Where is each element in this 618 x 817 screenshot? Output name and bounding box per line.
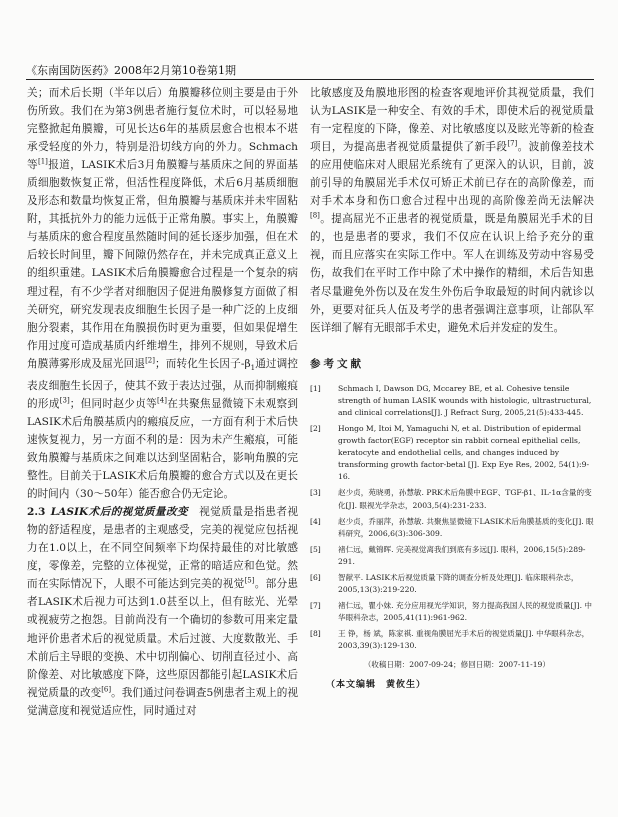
reference-item <box>310 487 594 511</box>
subscript: 1 <box>250 363 256 372</box>
reference-number: [8] <box>310 629 321 639</box>
reference-item <box>310 628 594 652</box>
citation[interactable]: [7] <box>507 139 518 148</box>
reference-text: 褚仁远，戴锦晖. 完美视觉离我们到底有多远[J]. 眼科，2006,15(5):289-291. <box>338 544 586 566</box>
received-date: （收稿日期：2007-09-24；修回日期：2007-11-19） <box>363 659 550 669</box>
reference-number: [6] <box>310 573 321 583</box>
reference-text: 赵少贞，乔丽萍，孙慧敏. 共聚焦显微镜下LASIK术后角膜基质的变化[J]. 眼科研究，2006,6(3):306-309. <box>338 516 594 538</box>
citation[interactable]: [3] <box>59 396 70 405</box>
reference-text: 王 铮，杨 斌，陈家祺. 重视角膜屈光手术后的视觉质量[J]. 中华眼科杂志，2003,39(3):129-130. <box>338 629 590 651</box>
reference-text: 褚仁远，瞿小妹. 充分应用视光学知识，努力提高我国人民的视觉质量[J]. 中华眼科杂志，2005,41(11):961-962. <box>338 601 593 623</box>
body-paragraph: 关；而术后长期（半年以后）角膜瓣移位则主要是由于外伤所致。我们在为第3例患者施行复位术时，可以轻易地完整掀起角膜瓣，可见长达6年的基质层愈合也根本不堪承受轻度的外力，特别是沿切线方向的外力。Schmach等[1]报道，LASIK术后3月角膜瓣与基质床之间的界面基质细胞数恢复正常，但活性程度降低，术后6月基质细胞及形态和数量均恢复正常，但角膜瓣与基质床并未牢固粘附，其抵抗外力的能力远低于正常角膜。事实上，角膜瓣与基质床的愈合程度虽然随时间的延长逐步加强，但在术后较长时间里，瓣下间隙仍然存在，并未完成真正意义上的组织重建。LASIK术后角膜瓣愈合过程是一个复杂的病理过程，有不少学者对细胞因子促进角膜修复方面做了相关研究，研究发现表皮细胞生长因子是一种广泛的上皮细胞分裂素，其作用在角膜损伤时更为重要，但如果促增生作用过度可造成基质内纤维增生，排列不规则，导致术后角膜薄雾形成及屈光回退[2]；而转化生长因子$-\beta_1$通过调控表皮细胞生长因子，使其不致于表达过强，从而抑制瘢痕的形成[3]；但同时赵少贞等[4]在共聚焦显微镜下未观察到LASIK术后角膜基质内的瘢痕反应，一方面有利于术后快速恢复视力，另一方面不利的是：因为未产生瘢痕，可能致角膜瓣与基质床之间难以达到坚固粘合，影响角膜的完整性。目前关于LASIK术后角膜瓣的愈合方式以及在更长的时间内（30～50年）能否愈合仍无定论。 <box>27 87 299 501</box>
section-title: LASIK术后的视觉质量改变 <box>50 506 189 519</box>
citation[interactable]: [1] <box>37 157 48 166</box>
reference-item <box>310 423 594 483</box>
references-heading: 参考文献 <box>310 357 364 370</box>
reference-number: [1] <box>310 383 321 393</box>
citation[interactable]: [8] <box>310 211 320 220</box>
body-paragraph: 比敏感度及角膜地形图的检查客观地评价其视觉质量，我们认为LASIK是一种安全、有效的手术，即使术后的视觉质量有一定程度的下降，像差、对比敏感度以及眩光等新的检查项目，为提高患者视觉质量提供了新手段[7]。波前像差技术的应用使临床对人眼屈光系统有了更深入的认识，目前，波前引导的角膜屈光手术仅可矫正术前已存在的高阶像差，而对手术本身和伤口愈合过程中出现的高阶像差尚无法解决[8]。提高屈光不正患者的视觉质量，既是角膜屈光手术的目的，也是患者的要求，我们不仅应在认识上给予充分的重视，而且应落实在实际工作中。军人在训练及劳动中容易受伤，故我们在平时工作中除了术中操作的精细，术后告知患者尽量避免外伤以及在发生外伤后争取最短的时间内就诊以外，更要对征兵人伍及考学的患者强调注意事项，让部队军医详细了解有无眼部手术史，避免术后并发症的发生。 <box>310 87 595 334</box>
reference-number: [7] <box>310 601 321 611</box>
editor-note: （本文编辑 黄攸生） <box>326 679 427 690</box>
citation[interactable]: [5] <box>244 576 255 585</box>
running-header: 《东南国防医药》2008年2月第10卷第1期 <box>26 64 236 77</box>
reference-number: [5] <box>310 544 321 554</box>
reference-text: 赵少贞，苑晓勇，孙慧敏. PRK术后角膜中EGF、TGF-β1、IL-1α含量的变化[J]. 眼视光学杂志，2003,5(4):231-233. <box>338 488 592 510</box>
reference-number: [4] <box>310 516 321 526</box>
reference-text: Schmach I, Dawson DG, Mccarey BE, et al. Cohesive tensile strength of human LASIK wounds with histologic, ultrastructural, and clinical correlations[J]. J Refract Surg, 2005,21(5):433-445. <box>338 383 592 417</box>
reference-item <box>310 572 594 596</box>
reference-item <box>310 544 594 568</box>
section-number: 2.3 <box>27 506 46 519</box>
citation[interactable]: [6] <box>101 685 112 694</box>
citation[interactable]: [2] <box>145 356 155 365</box>
reference-item <box>310 516 594 540</box>
reference-text: 智献平. LASIK术后视觉质量下降的调查分析及处理[J]. 临床眼科杂志，2005,13(3):219-220. <box>338 573 579 595</box>
header-rule <box>26 79 594 80</box>
reference-item <box>310 383 594 419</box>
reference-number: [3] <box>310 488 321 498</box>
reference-list <box>310 383 594 653</box>
left-column <box>27 84 298 720</box>
reference-number: [2] <box>310 423 321 433</box>
right-column <box>310 84 594 691</box>
reference-item <box>310 600 594 624</box>
section-paragraph: 2.3 LASIK术后的视觉质量改变 视觉质量是指患者视物的舒适程度，是患者的主观感受，完美的视觉应包括视力在1.0以上，在不同空间频率下均保持最佳的对比敏感度，零像差，完整的立体视觉，正常的暗适应和色觉。然而在实际情况下，人眼不可能达到完美的视觉[5]。部分患者LASIK术后视力可达到1.0甚至以上，但有眩光、光晕或视疲劳之抱怨。目前尚没有一个确切的参数可用来定量地评价患者术后的视觉质量。术后过渡、大度数散光、手术前后主导眼的变换、术中切削偏心、切削直径过小、高阶像差、对比敏感度下降，这些原因都能引起LASIK术后视觉质量的改变[6]。我们通过问卷调查5例患者主观上的视觉满意度和视觉适应性，同时通过对 <box>27 506 299 717</box>
citation[interactable]: [4] <box>157 396 167 405</box>
reference-text: Hongo M, Itoi M, Yamaguchi N, et al. Distribution of epidermal growth factor(EGF) receptor sin rabbit corneal epithelial cells, keratocyte and endothelial cells, and changes induced by transforming growth factor-betal [J]. Exp Eye Res, 2002, 54(1):9-16. <box>338 423 590 482</box>
